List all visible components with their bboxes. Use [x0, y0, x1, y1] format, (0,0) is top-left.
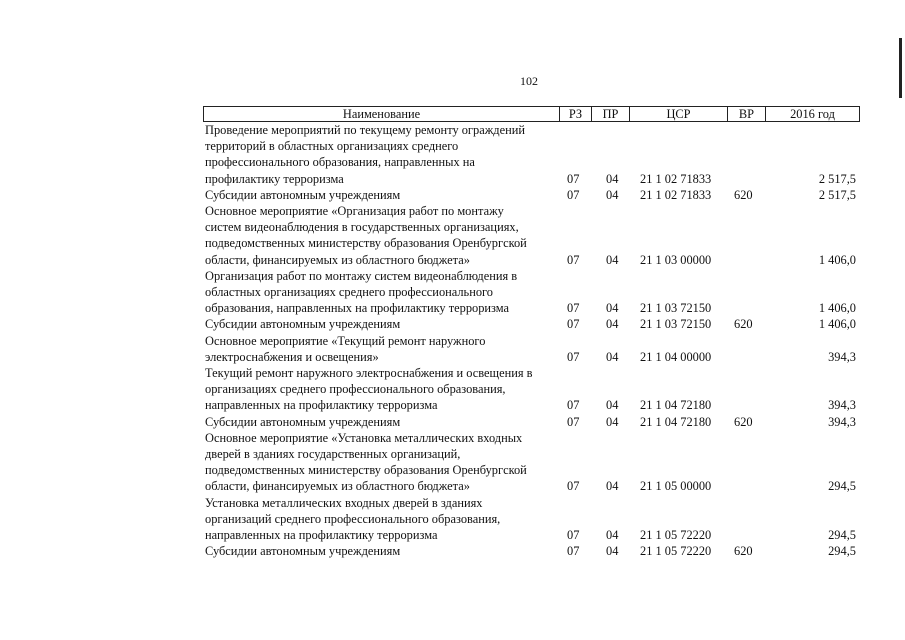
row-amount: 394,3 — [828, 398, 856, 413]
header-csr: ЦСР — [629, 107, 727, 121]
row-name: Установка металлических входных дверей в зданиях организаций среднего профессионального образования, направленных на профилактику терроризма — [205, 495, 501, 543]
table-body — [203, 122, 860, 559]
row-rz: 07 — [567, 528, 580, 543]
row-csr: 21 1 04 72180 — [640, 414, 712, 429]
row-pr: 04 — [606, 349, 619, 364]
table-header — [203, 106, 860, 122]
row-amount: 294,5 — [828, 528, 856, 543]
row-rz: 07 — [567, 479, 580, 494]
row-amount: 2 517,5 — [818, 171, 856, 186]
row-amount: 2 517,5 — [818, 187, 856, 202]
row-rz: 07 — [567, 414, 580, 429]
row-name: Организация работ по монтажу систем видеонаблюдения в областных организациях среднего профессионального образования, направленных на профилактику терроризма — [205, 268, 518, 316]
row-amount: 394,3 — [828, 349, 856, 364]
row-amount: 294,5 — [828, 544, 856, 559]
header-year: 2016 год — [765, 107, 859, 121]
row-name: Субсидии автономным учреждениям — [205, 414, 401, 429]
table-row — [203, 122, 860, 187]
table-row — [203, 333, 860, 365]
header-name: Наименование — [342, 107, 421, 121]
table-row — [203, 203, 860, 268]
row-csr: 21 1 03 72150 — [640, 301, 712, 316]
row-rz: 07 — [567, 252, 580, 267]
header-vr: ВР — [727, 107, 765, 121]
table-row — [203, 414, 860, 430]
row-csr: 21 1 02 71833 — [640, 171, 712, 186]
row-name: Текущий ремонт наружного электроснабжения и освещения в организациях среднего профессионального образования, направленных на профилактику терроризма — [205, 366, 533, 413]
row-pr: 04 — [606, 187, 619, 202]
row-pr: 04 — [606, 252, 619, 267]
table-row — [203, 430, 860, 495]
row-rz: 07 — [567, 171, 580, 186]
header-rz: РЗ — [559, 107, 591, 121]
row-rz: 07 — [567, 301, 580, 316]
row-pr: 04 — [606, 398, 619, 413]
row-pr: 04 — [606, 171, 619, 186]
table-row — [203, 268, 860, 317]
row-rz: 07 — [567, 398, 580, 413]
row-csr: 21 1 03 00000 — [640, 252, 712, 267]
row-amount: 1 406,0 — [818, 301, 856, 316]
row-csr: 21 1 02 71833 — [640, 187, 712, 202]
row-vr: 620 — [734, 414, 753, 429]
row-csr: 21 1 04 72180 — [640, 398, 712, 413]
row-name: Основное мероприятие «Установка металлических входных дверей в зданиях государственных организаций, подведомственных министерству образования Оренбургской области, финансируемых из областного бюджета» — [205, 430, 527, 494]
table-row — [203, 543, 860, 559]
budget-table — [203, 106, 860, 559]
row-amount: 1 406,0 — [818, 252, 856, 267]
row-rz: 07 — [567, 349, 580, 364]
row-pr: 04 — [606, 479, 619, 494]
row-name: Проведение мероприятий по текущему ремонту ограждений территорий в областных организациях среднего профессионального образования, направленных на профилактику терроризма — [205, 123, 525, 186]
row-pr: 04 — [606, 544, 619, 559]
row-csr: 21 1 05 72220 — [640, 528, 712, 543]
row-vr: 620 — [734, 187, 753, 202]
row-pr: 04 — [606, 414, 619, 429]
row-csr: 21 1 05 00000 — [640, 479, 712, 494]
header-pr: ПР — [591, 107, 629, 121]
row-vr: 620 — [734, 317, 753, 332]
scan-edge-mark — [899, 38, 902, 98]
row-csr: 21 1 04 00000 — [640, 349, 712, 364]
row-rz: 07 — [567, 317, 580, 332]
row-name: Основное мероприятие «Организация работ по монтажу систем видеонаблюдения в государственных организациях, подведомственных министерству образования Оренбургской области, финансируемых из областного бюджета» — [205, 204, 527, 267]
row-vr: 620 — [734, 544, 753, 559]
page-number: 102 — [520, 74, 538, 88]
table-row — [203, 495, 860, 544]
row-pr: 04 — [606, 528, 619, 543]
row-csr: 21 1 03 72150 — [640, 317, 712, 332]
row-pr: 04 — [606, 301, 619, 316]
row-csr: 21 1 05 72220 — [640, 544, 712, 559]
row-amount: 1 406,0 — [818, 317, 856, 332]
row-name: Субсидии автономным учреждениям — [205, 187, 401, 202]
table-row — [203, 316, 860, 332]
row-name: Субсидии автономным учреждениям — [205, 544, 401, 559]
row-amount: 294,5 — [828, 479, 856, 494]
row-name: Основное мероприятие «Текущий ремонт наружного электроснабжения и освещения» — [205, 333, 486, 364]
table-row — [203, 365, 860, 414]
row-name: Субсидии автономным учреждениям — [205, 317, 401, 332]
row-rz: 07 — [567, 544, 580, 559]
row-amount: 394,3 — [828, 414, 856, 429]
row-rz: 07 — [567, 187, 580, 202]
row-pr: 04 — [606, 317, 619, 332]
table-row — [203, 187, 860, 203]
